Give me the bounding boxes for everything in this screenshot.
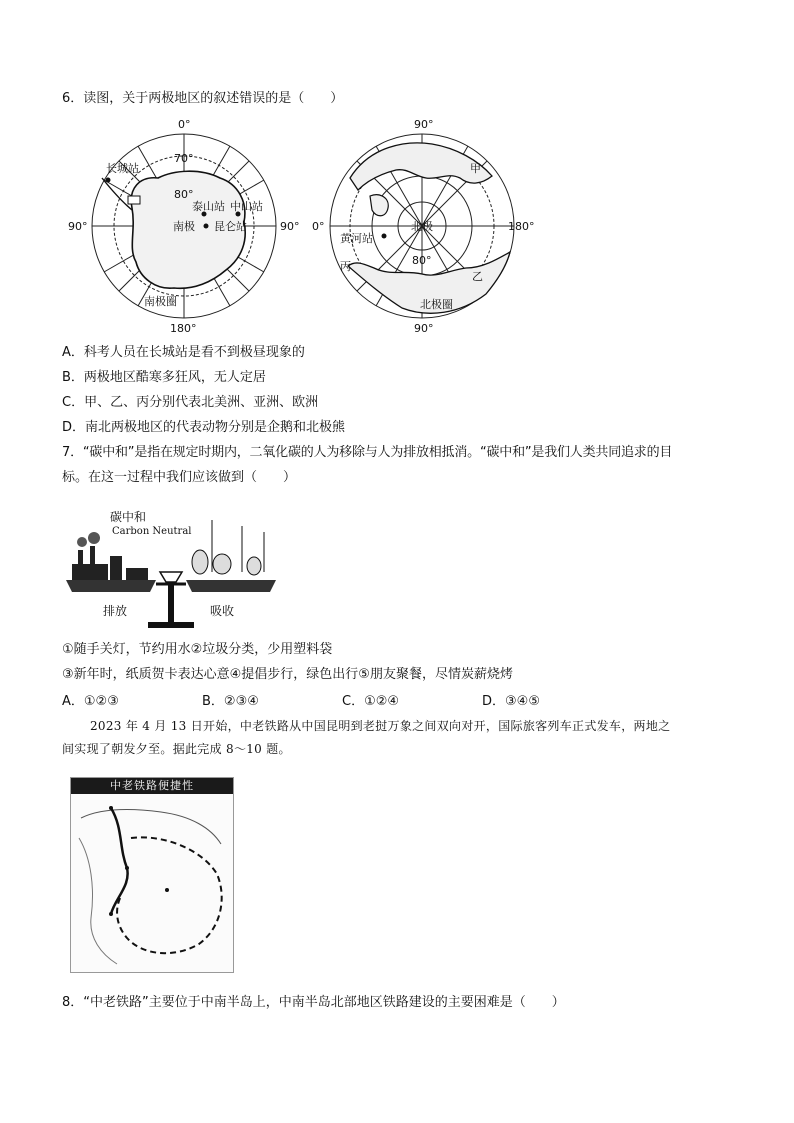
huanghe-station-marker — [382, 234, 387, 239]
balance-pivot — [160, 572, 182, 582]
north-lon-right: 180° — [508, 220, 535, 233]
south-pole-map — [62, 118, 307, 336]
arctic-circle-label: 北极圈 — [420, 298, 453, 311]
passage-line2: 间实现了朝发夕至。据此完成 8～10 题。 — [62, 742, 291, 756]
greenland-outline — [370, 195, 388, 216]
north-pole-map — [310, 118, 535, 336]
railway-dashed-route — [117, 837, 222, 953]
north-pole-label: 北极 — [411, 220, 433, 233]
q6-option-c[interactable]: C．甲、乙、丙分别代表北美洲、亚洲、欧洲 — [62, 395, 319, 410]
tree-icon — [192, 550, 208, 574]
q6-stem: 6．读图，关于两极地区的叙述错误的是（ ） — [62, 91, 344, 106]
label-jia: 甲 — [470, 162, 481, 175]
north-lon-left: 0° — [312, 220, 325, 233]
north-lat-80: 80° — [412, 254, 432, 267]
q8-stem: 8．“中老铁路”主要位于中南半岛上，中南半岛北部地区铁路建设的主要困难是（ ） — [62, 995, 565, 1010]
factory-icon — [72, 564, 108, 580]
left-pan — [66, 580, 156, 592]
south-lon-right: 90° — [280, 220, 300, 233]
q7-option-c[interactable]: C．①②④ — [342, 694, 400, 709]
south-lat-70: 70° — [174, 152, 194, 165]
north-lon-top: 90° — [414, 118, 434, 131]
balance-stand — [168, 584, 174, 626]
q7-option-d[interactable]: D．③④⑤ — [482, 694, 540, 709]
emission-label: 排放 — [103, 604, 128, 618]
passage-line1: 2023 年 4 月 13 日开始，中老铁路从中国昆明到老挝万象之间双向对开，国际旅客列车正式发车，两地之 — [90, 719, 671, 733]
north-lon-bottom: 90° — [414, 322, 434, 335]
carbon-neutral-title-cn: 碳中和 — [110, 510, 147, 524]
q6-option-a[interactable]: A．科考人员在长城站是看不到极昼现象的 — [62, 345, 305, 360]
q7-option-a[interactable]: A．①②③ — [62, 694, 119, 709]
kunlun-station-marker — [204, 224, 209, 229]
q7-stem-line1: 7．“碳中和”是指在规定时期内，二氧化碳的人为移除与人为排放相抵消。“碳中和”是我们人类共同追求的目 — [62, 445, 673, 460]
label-yi: 乙 — [472, 270, 483, 283]
carbon-balance-figure — [62, 512, 282, 630]
south-lon-bottom: 180° — [170, 322, 197, 335]
q7-statements-line1: ①随手关灯，节约用水②垃圾分类，少用塑料袋 — [62, 642, 333, 657]
huanghe-station-label: 黄河站 — [340, 232, 373, 245]
label-bing: 丙 — [340, 260, 351, 273]
antarctic-circle-label: 南极圈 — [144, 295, 177, 308]
south-lon-left: 90° — [68, 220, 88, 233]
q7-statements-line2: ③新年时，纸质贺卡表达心意④提倡步行，绿色出行⑤朋友聚餐，尽情炭薪烧烤 — [62, 667, 513, 682]
railway-map-title: 中老铁路便捷性 — [71, 778, 233, 794]
q6-option-b[interactable]: B．两极地区酷寒多狂风，无人定居 — [62, 370, 266, 385]
right-pan — [186, 580, 276, 592]
taishan-station-label: 泰山站 — [192, 200, 225, 213]
changcheng-station-marker — [106, 178, 111, 183]
china-laos-railway-map — [70, 777, 234, 973]
q6-option-d[interactable]: D．南北两极地区的代表动物分别是企鹅和北极熊 — [62, 420, 346, 435]
zhongshan-station-label: 中山站 — [230, 200, 263, 213]
south-lon-top: 0° — [178, 118, 191, 131]
q7-stem-line2: 标。在这一过程中我们应该做到（ ） — [62, 470, 297, 485]
q7-option-b[interactable]: B．②③④ — [202, 694, 259, 709]
south-lat-80: 80° — [174, 188, 194, 201]
absorption-label: 吸收 — [210, 604, 235, 618]
kunlun-station-label: 昆仑站 — [214, 220, 247, 233]
changcheng-station-label: 长城站 — [106, 162, 139, 175]
carbon-neutral-title-en: Carbon Neutral — [112, 526, 192, 537]
south-pole-label: 南极 — [173, 220, 195, 233]
